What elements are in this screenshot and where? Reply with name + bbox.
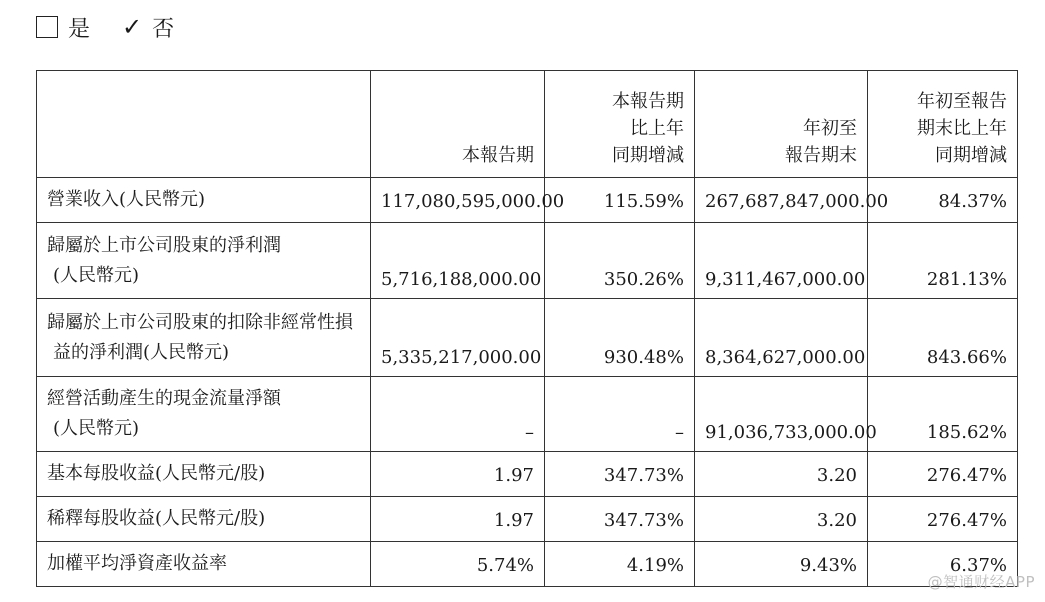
table-row [37, 542, 1018, 587]
cell-value: 281.13% [868, 223, 1018, 299]
cell-value: 4.19% [545, 542, 695, 587]
yes-label: 是 [68, 16, 91, 42]
row-label: 歸屬於上市公司股東的淨利潤 (人民幣元) [37, 223, 371, 299]
cell-value: 3.20 [695, 497, 868, 542]
table-header-row [37, 71, 1018, 178]
cell-value: 8,364,627,000.00 [695, 299, 868, 377]
cell-value: 276.47% [868, 452, 1018, 497]
cell-value: 843.66% [868, 299, 1018, 377]
row-label: 經營活動產生的現金流量淨額 (人民幣元) [37, 377, 371, 452]
header-ytd: 年初至 報告期末 [695, 71, 868, 178]
cell-value: 350.26% [545, 223, 695, 299]
cell-value: 267,687,847,000.00 [695, 178, 868, 223]
cell-value: 9.43% [695, 542, 868, 587]
table-row [37, 497, 1018, 542]
table-row [37, 178, 1018, 223]
yes-no-checkbox-group [36, 10, 206, 44]
cell-value: 84.37% [868, 178, 1018, 223]
cell-value: 9,311,467,000.00 [695, 223, 868, 299]
table-row [37, 452, 1018, 497]
cell-value: 5,716,188,000.00 [371, 223, 545, 299]
row-label: 營業收入(人民幣元) [37, 178, 371, 223]
table-row [37, 299, 1018, 377]
header-cell-empty [37, 71, 371, 178]
header-ytd-yoy: 年初至報告 期末比上年 同期增減 [868, 71, 1018, 178]
cell-value: 6.37% [868, 542, 1018, 587]
yes-checkbox-icon [36, 16, 58, 38]
cell-value: 115.59% [545, 178, 695, 223]
row-label: 加權平均淨資產收益率 [37, 542, 371, 587]
table-row [37, 223, 1018, 299]
watermark: @智通财经APP [927, 573, 1035, 591]
checkmark-icon: ✓ [122, 13, 143, 41]
cell-value: 930.48% [545, 299, 695, 377]
cell-value: 347.73% [545, 497, 695, 542]
cell-value: 3.20 [695, 452, 868, 497]
cell-value: 347.73% [545, 452, 695, 497]
financial-summary-table [36, 70, 1018, 587]
cell-value: 91,036,733,000.00 [695, 377, 868, 452]
cell-value: 5,335,217,000.00 [371, 299, 545, 377]
cell-value: – [371, 377, 545, 452]
cell-value: 117,080,595,000.00 [371, 178, 545, 223]
cell-value: 185.62% [868, 377, 1018, 452]
row-label: 稀釋每股收益(人民幣元/股) [37, 497, 371, 542]
cell-value: 276.47% [868, 497, 1018, 542]
cell-value: 1.97 [371, 452, 545, 497]
header-current-period-yoy: 本報告期 比上年 同期增減 [545, 71, 695, 178]
row-label: 歸屬於上市公司股東的扣除非經常性損 益的淨利潤(人民幣元) [37, 299, 371, 377]
no-label: 否 [152, 16, 175, 42]
cell-value: 5.74% [371, 542, 545, 587]
cell-value: 1.97 [371, 497, 545, 542]
table-row [37, 377, 1018, 452]
cell-value: – [545, 377, 695, 452]
row-label: 基本每股收益(人民幣元/股) [37, 452, 371, 497]
header-current-period: 本報告期 [371, 71, 545, 178]
